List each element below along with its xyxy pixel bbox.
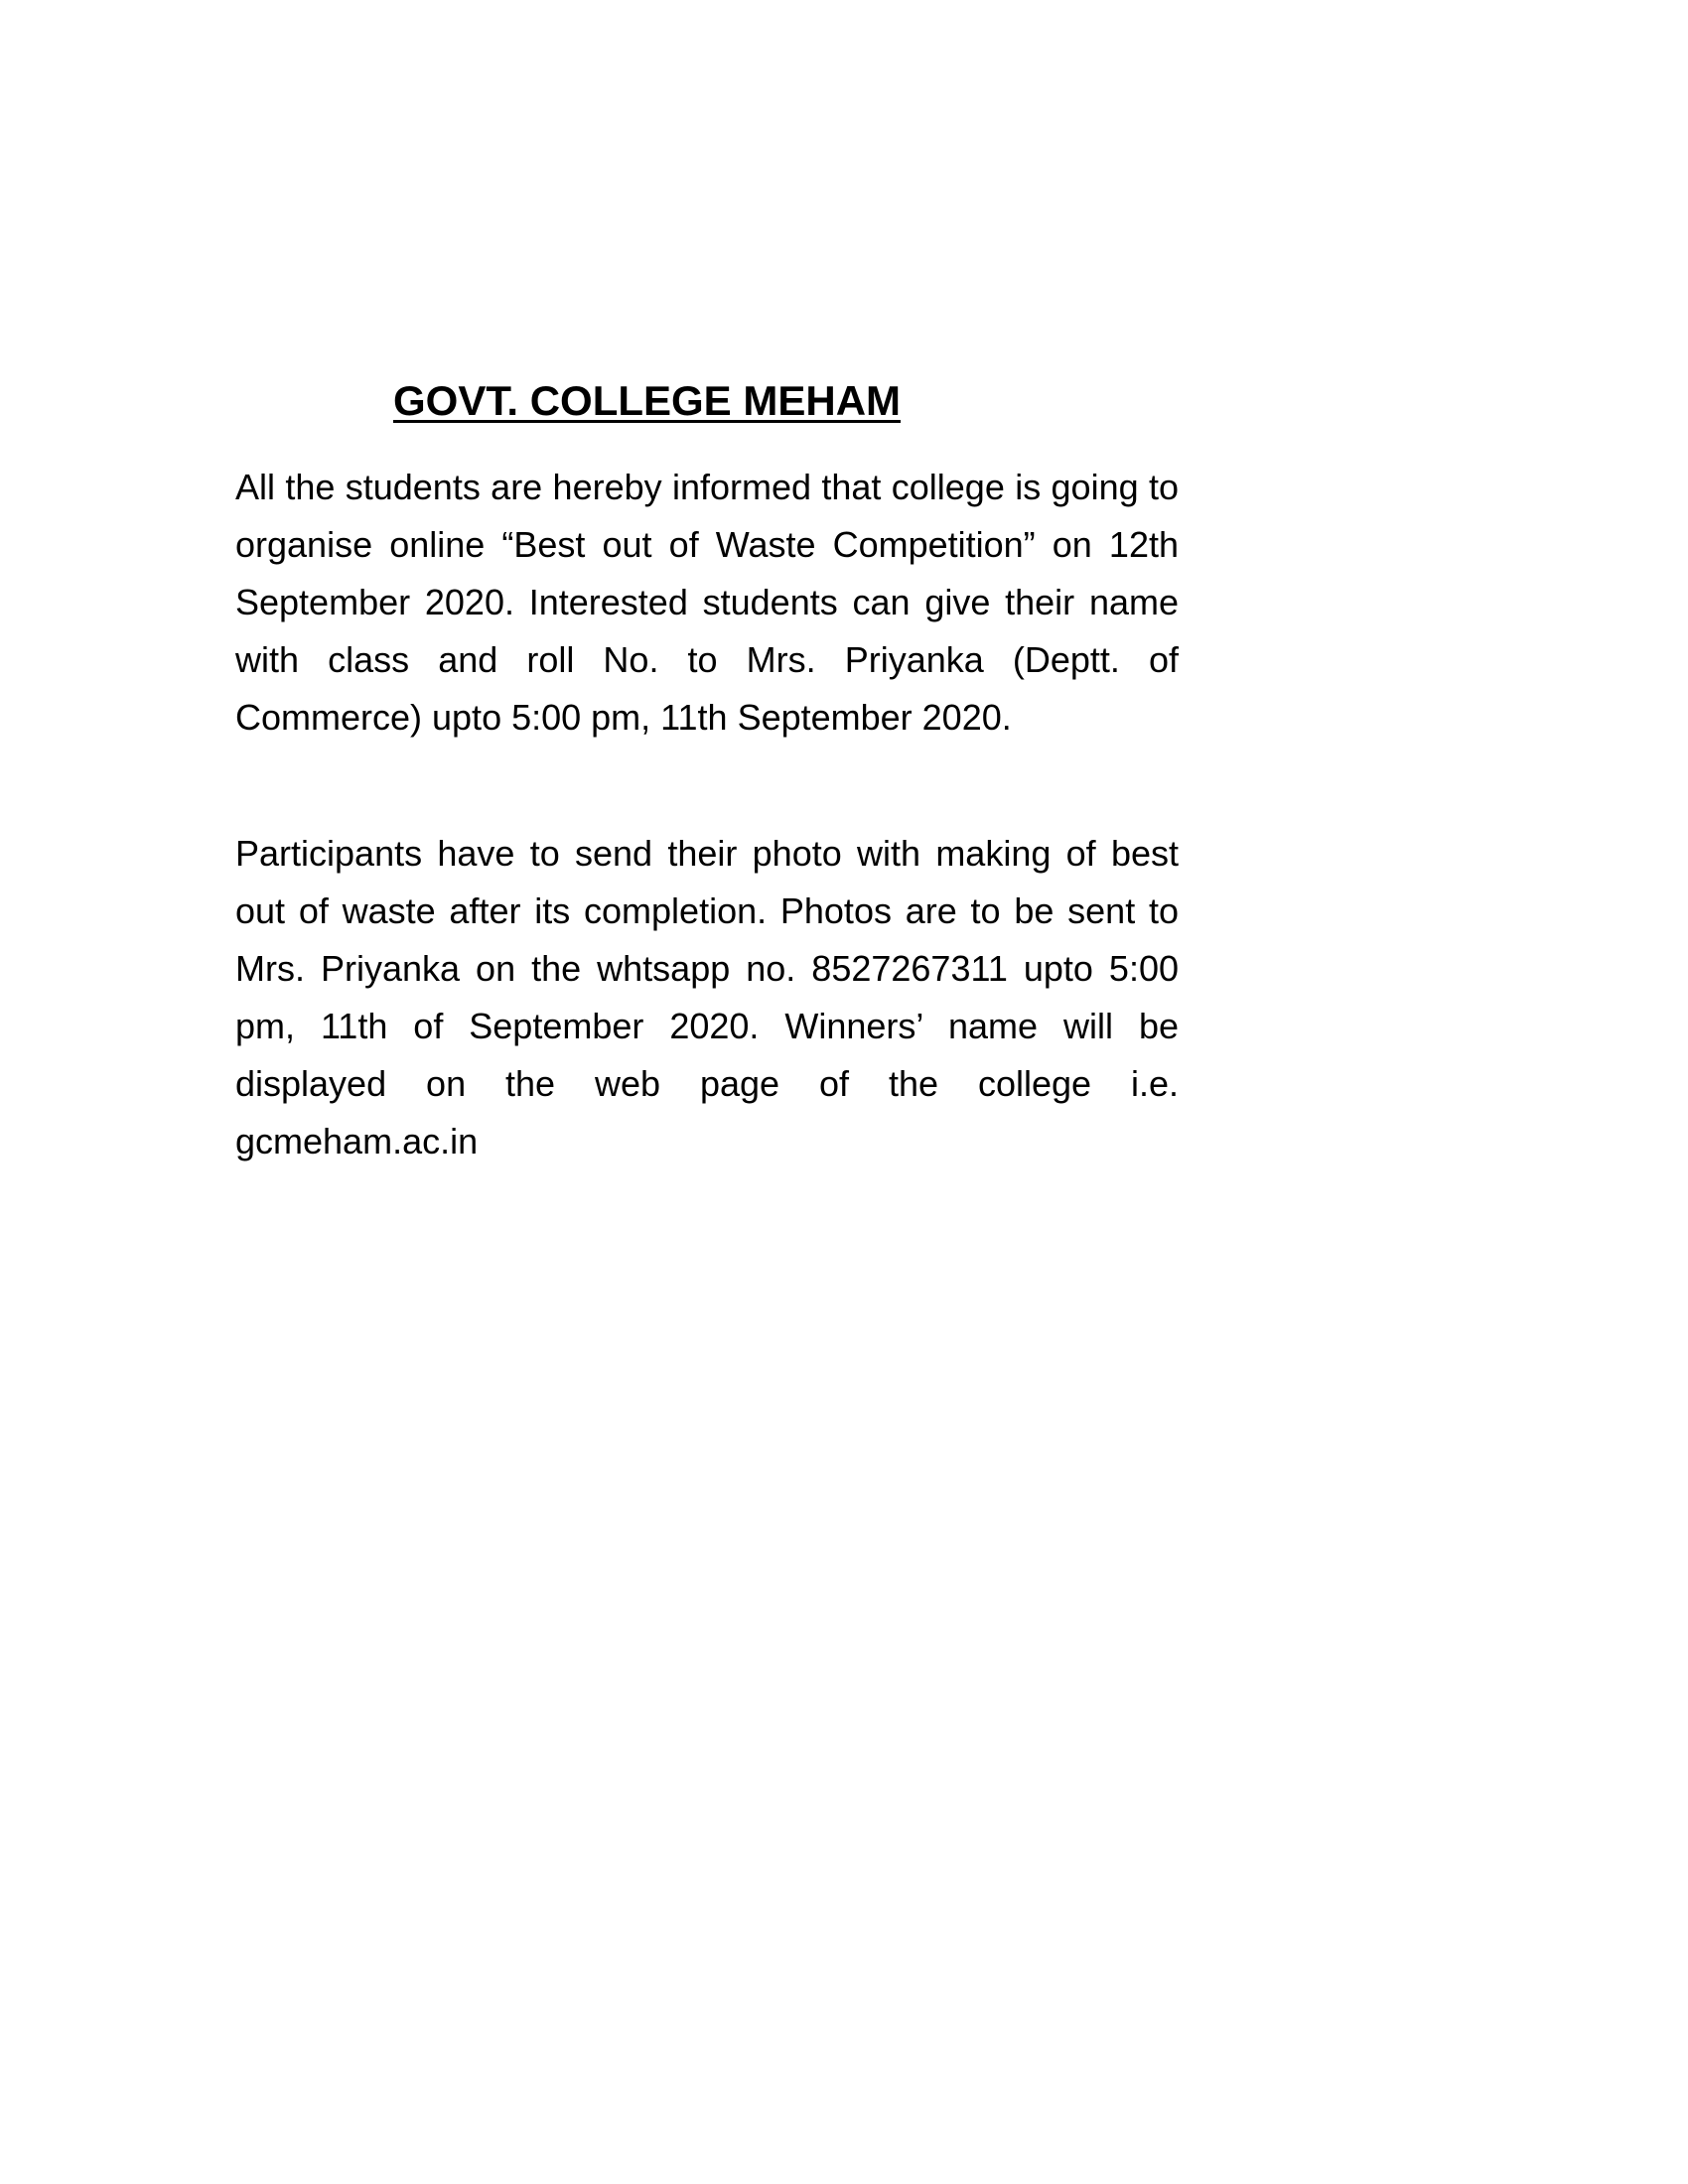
notice-paragraph-2: Participants have to send their photo with making of best out of waste after its completion. Photos are to be sent to Mrs. Priyanka on the whtsapp no. 8527267311 upto 5:00 pm, 11th of September 2020. Winners’ name will be displayed on the web page of the college i.e. gcmeham.ac.in xyxy=(235,833,1179,1161)
page-title: GOVT. COLLEGE MEHAM xyxy=(393,377,902,424)
notice-paragraph-1: All the students are hereby informed that college is going to organise online “Best out of Waste Competition” on 12th September 2020. Interested students can give their name with class and roll No. to Mrs. Priyanka (Deptt. of Commerce) upto 5:00 pm, 11th September 2020. xyxy=(235,467,1179,738)
